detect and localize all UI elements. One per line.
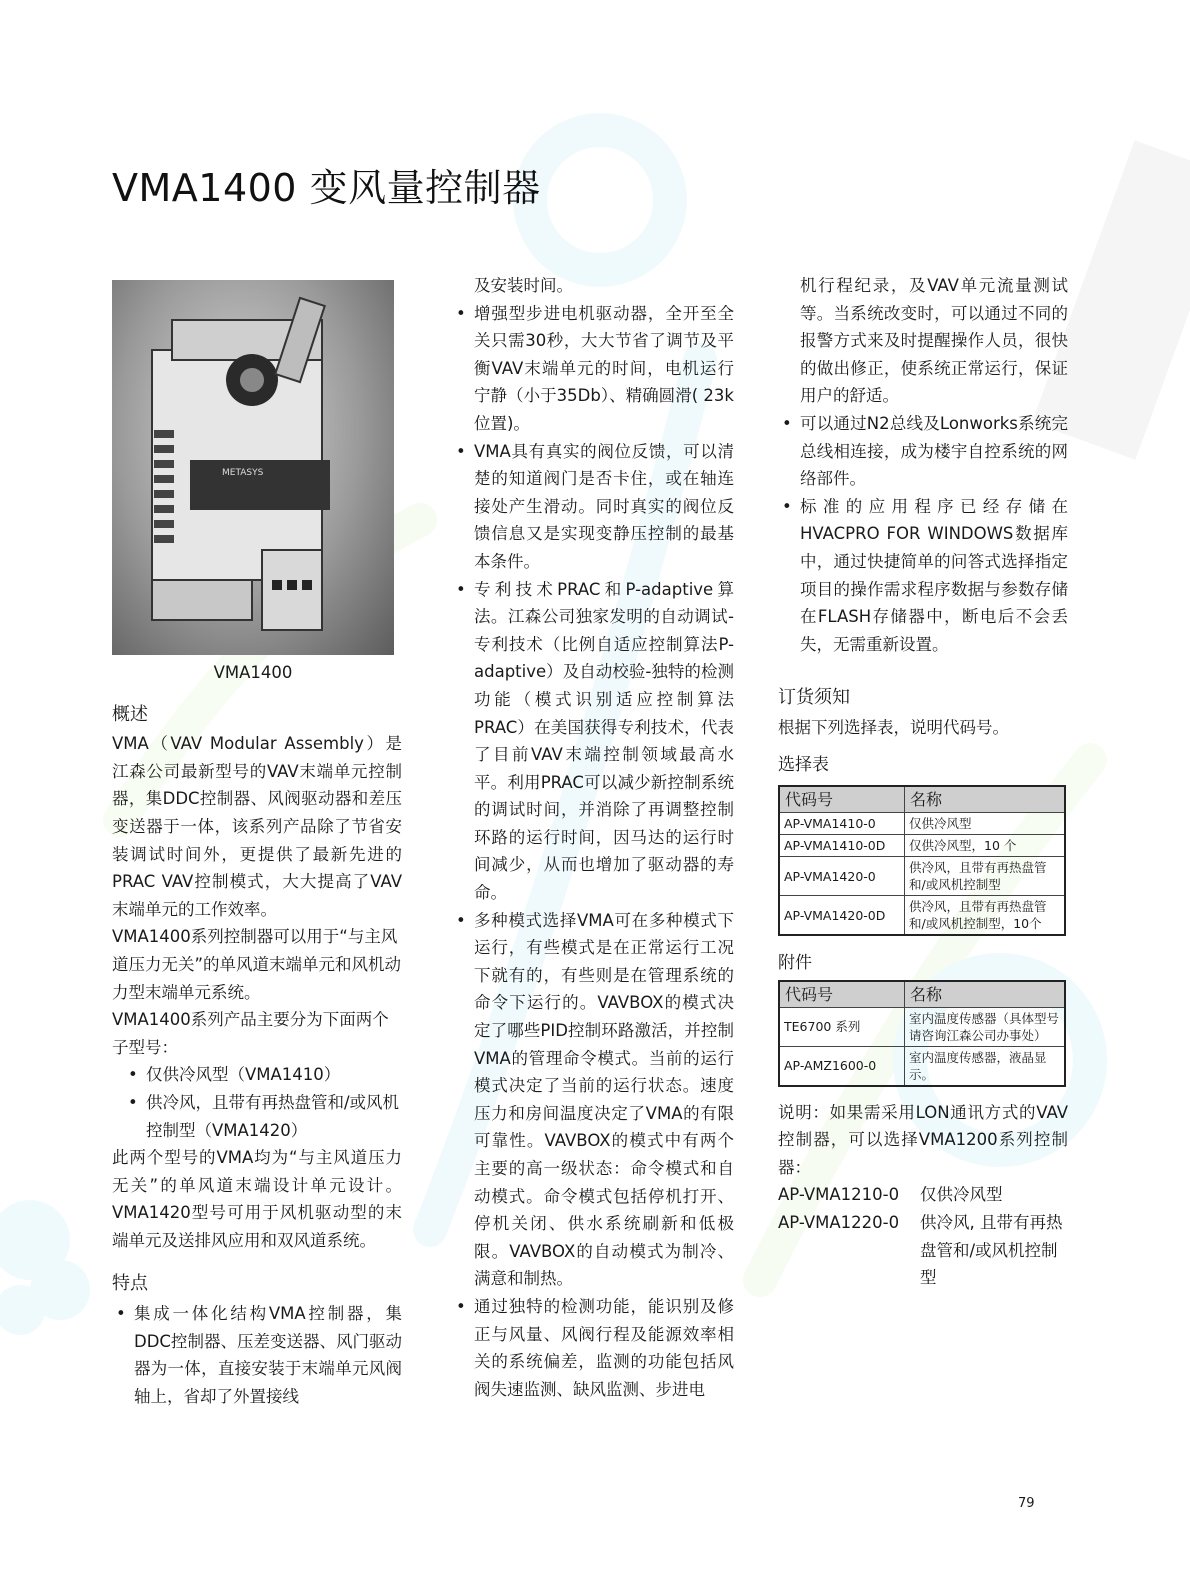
accessories-table — [778, 980, 1066, 1087]
accessories-heading: 附件 — [778, 953, 812, 974]
list-item: • 通过独特的检测功能，能识别及修正与风量、风阀行程及能源效率相关的系统偏差，监测的功能包括风阀失速监测、缺风监测、步进电 — [452, 1293, 734, 1403]
features-list — [778, 410, 1068, 658]
table-row — [779, 813, 1065, 835]
table-header-row — [779, 786, 1065, 813]
name-cell: 室内温度传感器，液晶显示。 — [905, 1046, 1066, 1086]
features-heading: 特点 — [112, 1273, 148, 1295]
list-item: • 增强型步进电机驱动器，全开至全关只需30秒，大大节省了调节及平衡VAV末端单元的时间，电机运行宁静（小于35Db）、精确圆滑( 23k位置)。 — [452, 300, 734, 438]
model-code: AP-VMA1210-0 — [778, 1185, 900, 1205]
column-right — [778, 272, 1068, 1292]
table-row — [779, 1046, 1065, 1086]
name-cell: 仅供冷风型，10 个 — [905, 835, 1066, 857]
column-header: 代码号 — [779, 981, 905, 1008]
model-desc: 仅供冷风型 — [920, 1185, 1003, 1205]
column-middle — [452, 272, 734, 1403]
list-item: • 仅供冷风型（VMA1410） — [112, 1061, 402, 1089]
code-cell: TE6700 系列 — [779, 1007, 905, 1046]
code-cell: AP-VMA1410-0 — [779, 813, 905, 835]
column-header: 名称 — [905, 981, 1066, 1008]
lon-note: 说明：如果需采用LON通讯方式的VAV控制器，可以选择VMA1200系列控制器： — [778, 1102, 1068, 1177]
overview-paragraph: VMA1400系列产品主要分为下面两个子型号： — [112, 1010, 389, 1057]
model-desc: 供冷风, 且带有再热盘管和/或风机控制型 — [920, 1213, 1063, 1288]
table-row — [779, 857, 1065, 896]
name-cell: 室内温度传感器（具体型号请咨询江森公司办事处） — [905, 1007, 1066, 1046]
overview-paragraph: VMA1400系列控制器可以用于“与主风道压力无关”的单风道末端单元和风机动力型末端单元系统。 — [112, 927, 402, 1002]
name-cell: 供冷风，且带有再热盘管和/或风机控制型，10个 — [905, 896, 1066, 936]
name-cell: 仅供冷风型 — [905, 813, 1066, 835]
list-item-continued: 及安装时间。 — [474, 276, 573, 295]
overview-paragraph: 此两个型号的VMA均为“与主风道压力无关”的单风道末端设计单元设计。VMA1420型号可用于风机驱动型的末端单元及送排风应用和双风道系统。 — [112, 1148, 402, 1250]
column-header: 代码号 — [779, 786, 905, 813]
selection-table — [778, 785, 1066, 936]
model-row — [778, 1181, 1068, 1209]
ordering-intro: 根据下列选择表，说明代码号。 — [778, 717, 1009, 737]
subtype-list — [112, 1061, 402, 1144]
list-item: • 供冷风，且带有再热盘管和/或风机控制型（VMA1420） — [112, 1089, 402, 1144]
column-left — [112, 280, 402, 1410]
list-item: • 标准的应用程序已经存储在HVACPRO FOR WINDOWS数据库中，通过快捷简单的问答式选择指定项目的操作需求程序数据与参数存储在FLASH存储器中，断电后不会丢失，无需重新设置。 — [778, 493, 1068, 659]
model-row — [778, 1209, 1068, 1292]
name-cell: 供冷风，且带有再热盘管和/或风机控制型 — [905, 857, 1066, 896]
list-item-continued: 机行程纪录，及VAV单元流量测试等。当系统改变时，可以通过不同的报警方式来及时提醒操作人员，很快的做出修正，使系统正常运行，保证用户的舒适。 — [800, 276, 1068, 406]
overview-paragraph: VMA（VAV Modular Assembly）是江森公司最新型号的VAV末端单元控制器，集DDC控制器、风阀驱动器和差压变送器于一体，该系列产品除了节省安装调试时间外，更提供了最新先进的PRAC VAV控制模式，大大提高了VAV末端单元的工作效率。 — [112, 734, 402, 919]
code-cell: AP-VMA1420-0 — [779, 857, 905, 896]
list-item: • 集成一体化结构VMA控制器，集DDC控制器、压差变送器、风门驱动器为一体，直接安装于末端单元风阀轴上，省却了外置接线 — [112, 1300, 402, 1410]
code-cell: AP-VMA1410-0D — [779, 835, 905, 857]
table-row — [779, 1007, 1065, 1046]
list-item: • 可以通过N2总线及Lonworks系统完总线相连接，成为楼宇自控系统的网络部件。 — [778, 410, 1068, 493]
features-list — [112, 1300, 402, 1410]
product-photo — [112, 280, 394, 655]
table-row — [779, 896, 1065, 936]
photo-caption: VMA1400 — [213, 663, 293, 682]
code-cell: AP-AMZ1600-0 — [779, 1046, 905, 1086]
code-cell: AP-VMA1420-0D — [779, 896, 905, 936]
page-title: VMA1400 变风量控制器 — [112, 166, 541, 211]
list-item: • VMA具有真实的阀位反馈，可以清楚的知道阀门是否卡住，或在轴连接处产生滑动。同时真实的阀位反馈信息又是实现变静压控制的最基本条件。 — [452, 438, 734, 576]
page-number: 79 — [1018, 1496, 1035, 1511]
table-row — [779, 835, 1065, 857]
list-item: • 专利技术PRAC和P-adaptive算法。江森公司独家发明的自动调试-专利技术（比例自适应控制算法P-adaptive）及自动校验-独特的检测功能（模式识别适应控制算法PRAC）在美国获得专利技术，代表了目前VAV末端控制领域最高水平。利用PRAC可以减少新控制系统的调试时间，并消除了再调整控制环路的运行时间，因马达的运行时间减少，从而也增加了驱动器的寿命。 — [452, 576, 734, 907]
selection-table-heading: 选择表 — [778, 754, 829, 775]
overview-heading: 概述 — [112, 703, 148, 725]
table-header-row — [779, 981, 1065, 1008]
column-header: 名称 — [905, 786, 1066, 813]
controller-illustration — [112, 280, 394, 655]
photo-label: METASYS — [222, 468, 264, 478]
list-item: • 多种模式选择VMA可在多种模式下运行，有些模式是在正常运行工况下就有的，有些则是在管理系统的命令下运行的。VAVBOX的模式决定了哪些PID控制环路激活，并控制VMA的管理命令模式。当前的运行模式决定了当前的运行状态。速度压力和房间温度决定了VMA的有限可靠性。VAVBOX的模式中有两个主要的高一级状态：命令模式和自动模式。命令模式包括停机打开、停机关闭、供水系统刷新和低极限。VAVBOX的自动模式为制冷、满意和制热。 — [452, 907, 734, 1293]
model-code: AP-VMA1220-0 — [778, 1213, 900, 1233]
features-list — [452, 300, 734, 1404]
ordering-heading: 订货须知 — [778, 687, 850, 709]
